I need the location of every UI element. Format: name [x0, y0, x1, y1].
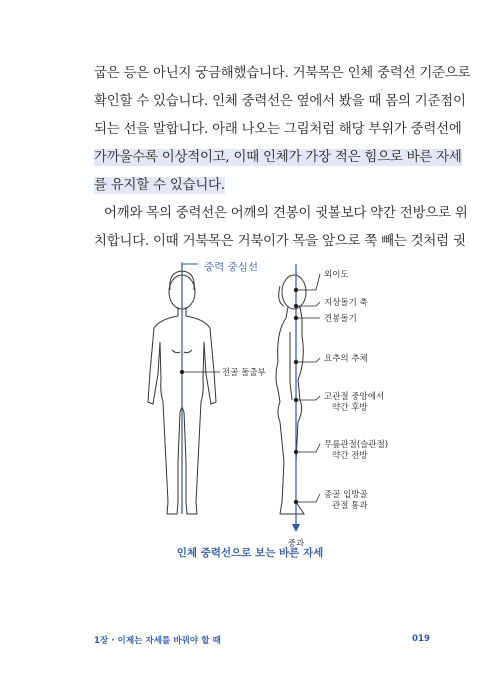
side-leader-line — [296, 358, 320, 362]
front-label: 전골 돌출부 — [222, 368, 266, 378]
top-label: 중력 중심선 — [204, 262, 259, 273]
side-label: 견봉돌기 — [324, 314, 357, 324]
side-label: 종골 입방골 관절 통과 — [324, 490, 368, 511]
page-number: 019 — [412, 634, 430, 644]
top-label-bracket — [182, 262, 198, 264]
text-line: 어깨와 목의 중력선은 어깨의 견봉이 귓볼보다 약간 전방으로 위 — [104, 206, 468, 221]
side-leader-line — [296, 494, 320, 502]
side-label-group — [294, 269, 388, 511]
posture-figure — [120, 262, 400, 552]
side-label: 무릎관절(슬관절) 약간 전방 — [324, 440, 389, 461]
side-label: 외이도 — [324, 270, 349, 280]
bottom-label: 중과 — [287, 539, 305, 549]
text-line: 확인할 수 있습니다. 인체 중력선은 옆에서 봤을 때 몸의 기준점이 — [94, 94, 466, 109]
highlighted-text-line: 가까울수록 이상적이고, 이때 인체가 가장 적은 힘으로 바른 자세 — [94, 150, 462, 165]
side-body-illustration — [276, 275, 306, 514]
side-label: 고관절 중앙에서 약간 후방 — [324, 392, 385, 413]
body-paragraph-2 — [94, 200, 468, 256]
text-line: 치합니다. 이때 거북목은 거북이가 목을 앞으로 쭉 빼는 것처럼 귓 — [94, 234, 466, 249]
highlighted-text-line: 를 유지할 수 있습니다. — [94, 178, 225, 193]
text-line: 되는 선을 말합니다. 아래 나오는 그림처럼 해당 부위가 중력선에 — [94, 122, 462, 137]
gravity-arrowhead — [292, 524, 300, 532]
side-leader-line — [296, 444, 320, 452]
figure-caption: 인체 중력선으로 보는 바른 자세 — [176, 547, 324, 559]
body-paragraph-1 — [94, 60, 471, 200]
side-leader-line — [296, 302, 320, 306]
side-label: 지상돌기 축 — [324, 298, 368, 308]
chapter-footer: 1장 · 이제는 자세를 바꿔야 할 때 — [94, 636, 221, 646]
side-label: 요추의 추체 — [324, 354, 368, 364]
text-line: 굽은 등은 아닌지 궁금해했습니다. 거북목은 인체 중력선 기준으로 — [94, 66, 471, 81]
